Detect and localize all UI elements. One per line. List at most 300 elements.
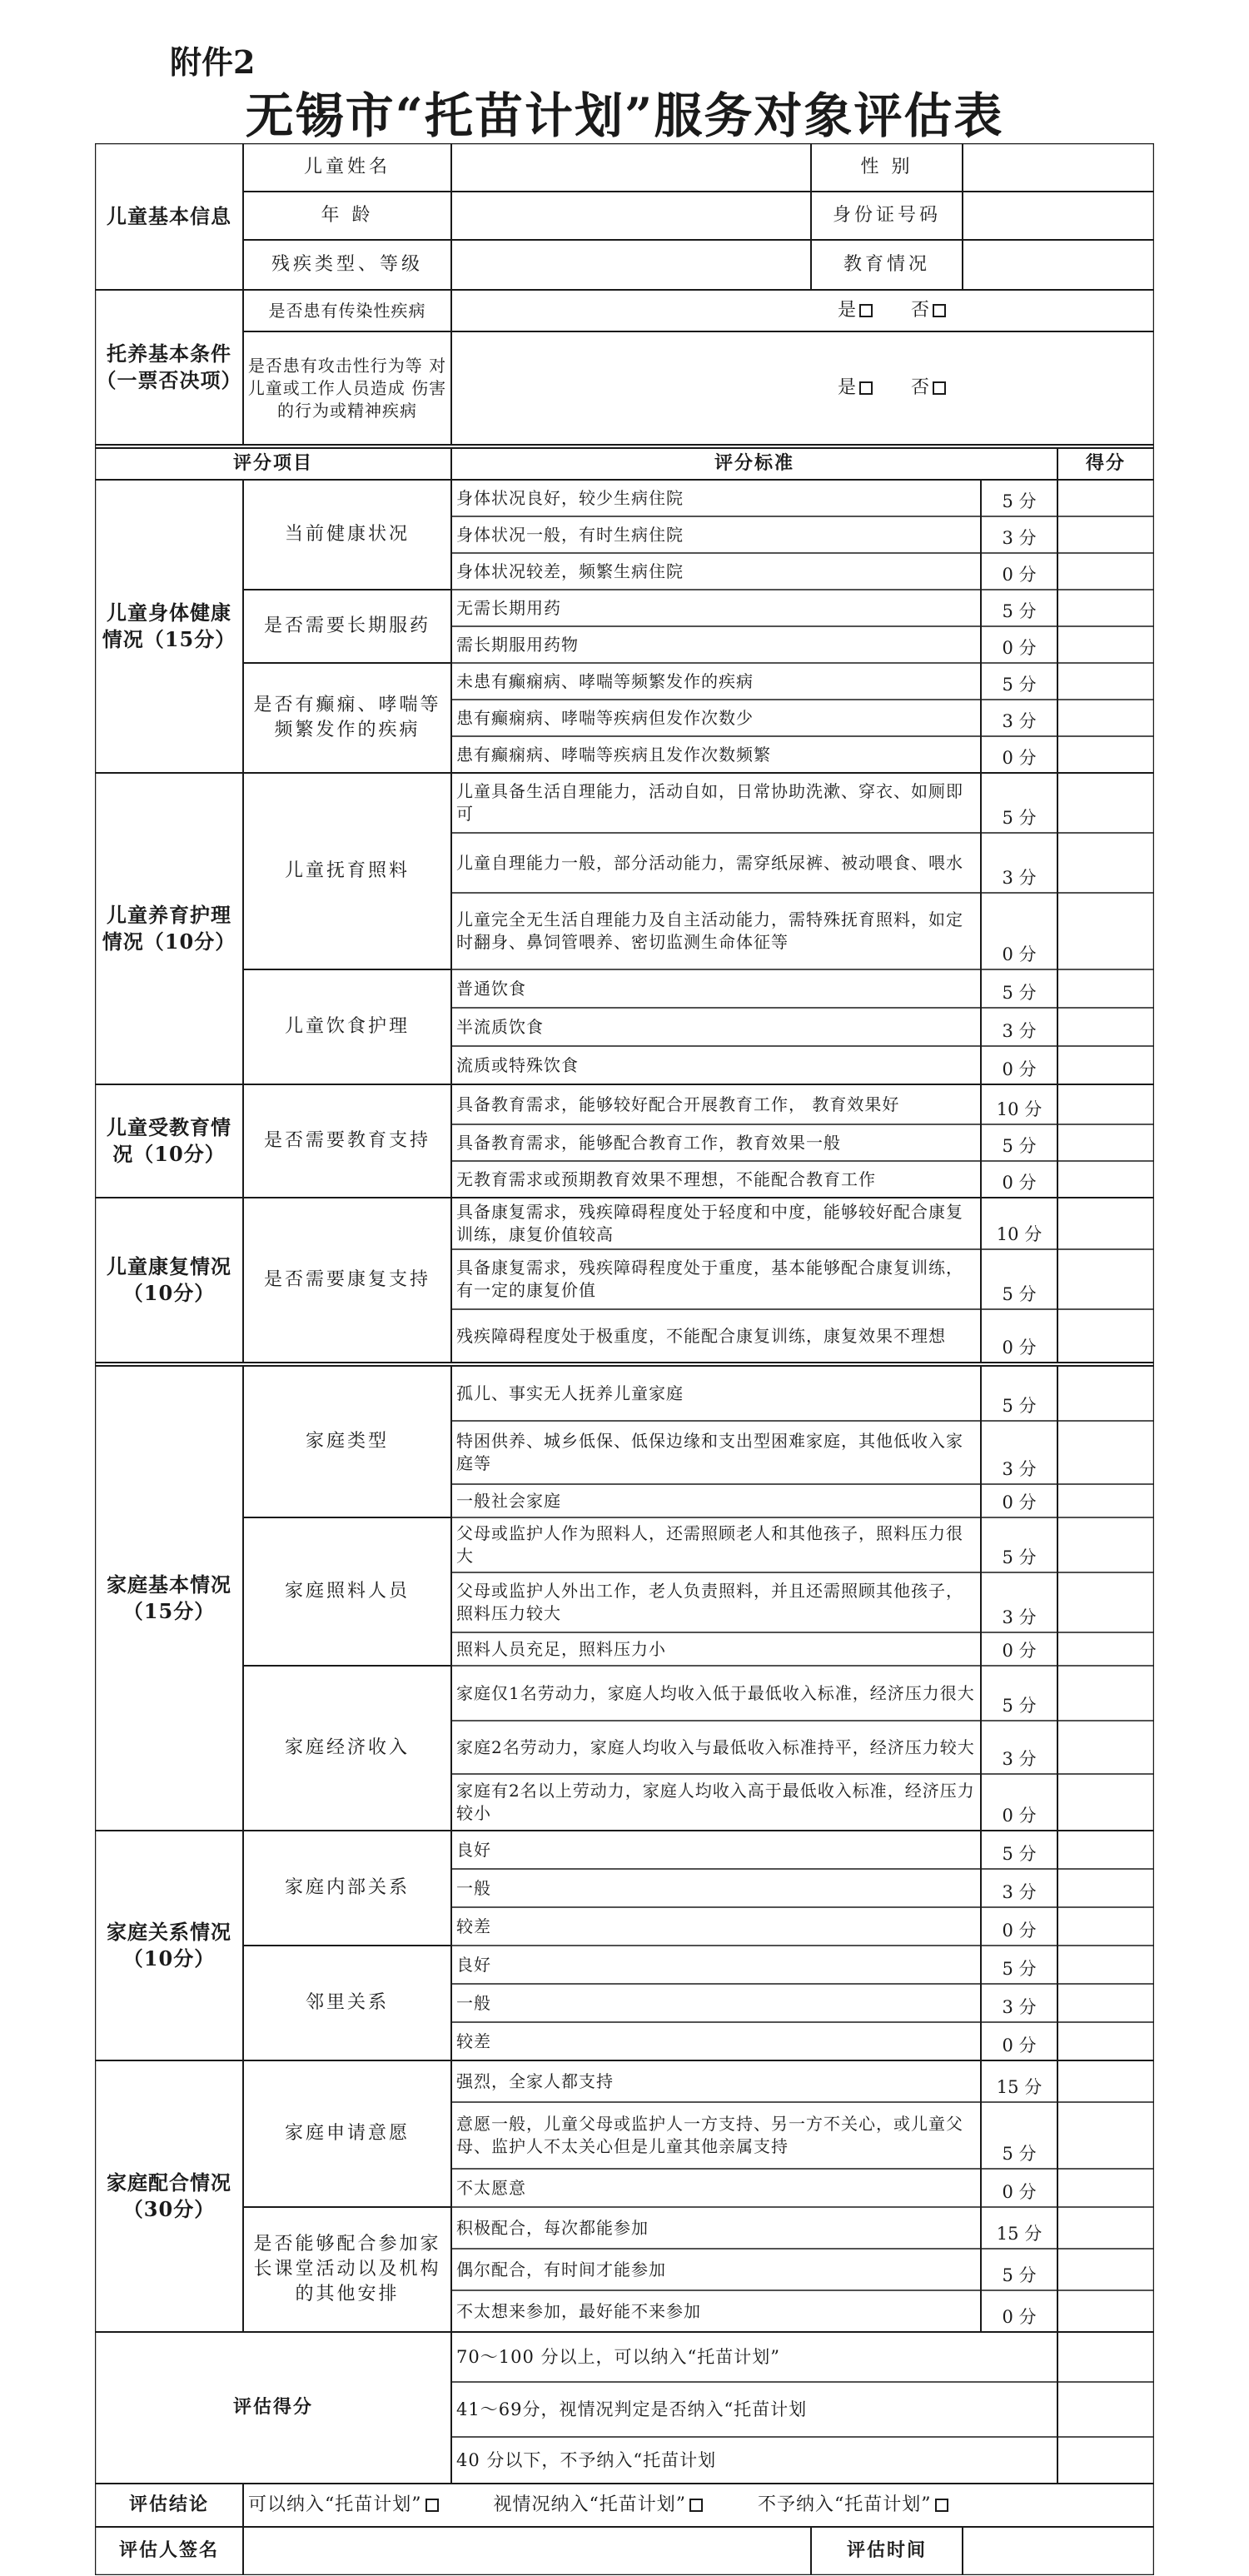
header-score-standard bbox=[451, 448, 1057, 480]
category-name bbox=[243, 590, 451, 663]
score-input[interactable] bbox=[1057, 590, 1154, 626]
criterion-text bbox=[451, 2022, 981, 2060]
criterion-text bbox=[451, 1632, 981, 1666]
criterion-score bbox=[981, 1161, 1057, 1198]
evaluation-rule-text: 41～69分，视情况判定是否纳入“托苗计划 bbox=[456, 2399, 808, 2419]
score-input[interactable] bbox=[1057, 626, 1154, 663]
criterion-text bbox=[451, 1517, 981, 1572]
criterion-text-text: 家庭有2名以上劳动力，家庭人均收入高于最低收入标准，经济压力较小 bbox=[456, 1781, 975, 1823]
criterion-text bbox=[451, 1046, 981, 1084]
criterion-text bbox=[451, 700, 981, 736]
criterion-score bbox=[981, 2207, 1057, 2249]
criterion-score bbox=[981, 1249, 1057, 1309]
criterion-score-text: 3 分 bbox=[1002, 1748, 1037, 1769]
condition-item-2-text: 是否患有攻击性行为等 对儿童或工作人员造成 伤害的行为或精神疾病 bbox=[247, 355, 447, 421]
criterion-text bbox=[451, 1484, 981, 1517]
criterion-text-text: 身体状况良好，较少生病住院 bbox=[456, 487, 684, 508]
time-input[interactable] bbox=[963, 2527, 1154, 2575]
section-name-text: 儿童康复情况（10分） bbox=[107, 1253, 231, 1305]
score-input[interactable] bbox=[1057, 2249, 1154, 2290]
category-name bbox=[243, 1946, 451, 2060]
criterion-text-text: 流质或特殊饮食 bbox=[456, 1054, 579, 1075]
criterion-score-text: 5 分 bbox=[1002, 2265, 1037, 2285]
criterion-text bbox=[451, 893, 981, 969]
field-label bbox=[811, 240, 963, 290]
criterion-text bbox=[451, 590, 981, 626]
criterion-text-text: 具备教育需求，能够较好配合开展教育工作， 教育效果好 bbox=[456, 1094, 900, 1114]
signer-input[interactable] bbox=[243, 2527, 811, 2575]
section-name bbox=[95, 773, 243, 1084]
criterion-score-text: 0 分 bbox=[1002, 1640, 1037, 1661]
form-title: 无锡市“托苗计划”服务对象评估表 bbox=[245, 87, 1004, 144]
criterion-score bbox=[981, 2249, 1057, 2290]
criterion-score bbox=[981, 1869, 1057, 1907]
criterion-score-text: 5 分 bbox=[1002, 1547, 1037, 1567]
criterion-text bbox=[451, 1366, 981, 1421]
header-score bbox=[1057, 448, 1154, 480]
criterion-text-text: 患有癫痫病、哮喘等疾病且发作次数频繁 bbox=[456, 744, 771, 765]
criterion-text-text: 一般 bbox=[456, 1992, 491, 2013]
criterion-text bbox=[451, 1666, 981, 1721]
time-label-text: 评估时间 bbox=[846, 2539, 927, 2562]
score-input[interactable] bbox=[1057, 1666, 1154, 1721]
criterion-text bbox=[451, 1161, 981, 1198]
field-value-input[interactable] bbox=[963, 143, 1154, 192]
score-input[interactable] bbox=[1057, 1249, 1154, 1309]
section-name bbox=[95, 480, 243, 773]
score-input[interactable] bbox=[1057, 1161, 1154, 1198]
section-basic-info bbox=[95, 143, 243, 290]
section-name bbox=[95, 1084, 243, 1198]
field-value-input[interactable] bbox=[963, 192, 1154, 240]
criterion-score-text: 0 分 bbox=[1002, 1337, 1037, 1358]
criterion-text-text: 孤儿、事实无人抚养儿童家庭 bbox=[456, 1383, 684, 1403]
evaluation-rule-score[interactable] bbox=[1057, 2382, 1154, 2437]
category-name bbox=[243, 1666, 451, 1831]
criterion-score bbox=[981, 1084, 1057, 1124]
score-input[interactable] bbox=[1057, 2290, 1154, 2332]
section-conditions bbox=[95, 290, 243, 445]
category-name-text: 家庭照料人员 bbox=[284, 1581, 410, 1602]
criterion-score bbox=[981, 2102, 1057, 2169]
header-score-text: 得分 bbox=[1085, 452, 1126, 475]
score-input[interactable] bbox=[1057, 736, 1154, 773]
conclusion-option-label: 不予纳入“托苗计划” bbox=[758, 2494, 932, 2516]
criterion-score-text: 0 分 bbox=[1002, 944, 1037, 964]
criterion-text bbox=[451, 1572, 981, 1632]
score-input[interactable] bbox=[1057, 1124, 1154, 1161]
criterion-text-text: 需长期服用药物 bbox=[456, 634, 579, 655]
criterion-score-text: 15 分 bbox=[996, 2223, 1042, 2244]
score-input[interactable] bbox=[1057, 893, 1154, 969]
criterion-score-text: 3 分 bbox=[1002, 1020, 1037, 1041]
criterion-score bbox=[981, 1632, 1057, 1666]
criterion-text bbox=[451, 736, 981, 773]
field-value-input[interactable] bbox=[451, 240, 821, 290]
criterion-text-text: 普通饮食 bbox=[456, 978, 526, 999]
criterion-text bbox=[451, 1774, 981, 1831]
criterion-score-text: 5 分 bbox=[1002, 982, 1037, 1003]
field-value-input[interactable] bbox=[451, 192, 821, 240]
criterion-text bbox=[451, 516, 981, 553]
yes-checkbox[interactable] bbox=[859, 381, 873, 395]
no-checkbox[interactable] bbox=[933, 304, 946, 317]
criterion-score-text: 3 分 bbox=[1002, 1607, 1037, 1627]
criterion-text-text: 具备教育需求，能够配合教育工作，教育效果一般 bbox=[456, 1132, 841, 1153]
criterion-score bbox=[981, 833, 1057, 893]
score-input[interactable] bbox=[1057, 1008, 1154, 1046]
criterion-text-text: 残疾障碍程度处于极重度，不能配合康复训练，康复效果不理想 bbox=[456, 1325, 946, 1346]
score-input[interactable] bbox=[1057, 516, 1154, 553]
criterion-text-text: 照料人员充足，照料压力小 bbox=[456, 1638, 666, 1659]
score-input[interactable] bbox=[1057, 1366, 1154, 1421]
criterion-text bbox=[451, 2169, 981, 2207]
score-input[interactable] bbox=[1057, 969, 1154, 1008]
score-input[interactable] bbox=[1057, 2169, 1154, 2207]
conclusion-option-label: 可以纳入“托苗计划” bbox=[248, 2494, 422, 2516]
score-input[interactable] bbox=[1057, 1946, 1154, 1984]
criterion-text-text: 较差 bbox=[456, 2030, 491, 2051]
criterion-score bbox=[981, 1984, 1057, 2022]
criterion-score-text: 0 分 bbox=[1002, 2306, 1037, 2327]
field-label-text: 儿童姓名 bbox=[303, 157, 391, 178]
criterion-score bbox=[981, 1831, 1057, 1869]
header-score-item bbox=[95, 448, 451, 480]
criterion-text-text: 半流质饮食 bbox=[456, 1016, 544, 1037]
criterion-score-text: 5 分 bbox=[1002, 1395, 1037, 1416]
criterion-score bbox=[981, 1198, 1057, 1249]
criterion-score-text: 3 分 bbox=[1002, 1881, 1037, 1902]
score-input[interactable] bbox=[1057, 1869, 1154, 1907]
criterion-text-text: 较差 bbox=[456, 1916, 491, 1936]
section-name-text: 儿童养育护理情况（10分） bbox=[102, 902, 236, 954]
section-name-text: 儿童受教育情况（10分） bbox=[107, 1114, 231, 1166]
score-input[interactable] bbox=[1057, 1907, 1154, 1946]
criterion-score bbox=[981, 553, 1057, 590]
criterion-score-text: 5 分 bbox=[1002, 1135, 1037, 1156]
conclusion-option-checkbox[interactable] bbox=[935, 2499, 948, 2512]
category-name-text: 儿童抚育照料 bbox=[284, 860, 410, 882]
criterion-score bbox=[981, 1907, 1057, 1946]
score-input[interactable] bbox=[1057, 1517, 1154, 1572]
criterion-score bbox=[981, 773, 1057, 833]
criterion-text-text: 不太愿意 bbox=[456, 2177, 526, 2198]
field-label bbox=[811, 143, 963, 192]
criterion-text bbox=[451, 833, 981, 893]
criterion-text bbox=[451, 1309, 981, 1363]
score-input[interactable] bbox=[1057, 773, 1154, 833]
criterion-score bbox=[981, 1517, 1057, 1572]
conclusion-option-checkbox[interactable] bbox=[689, 2499, 703, 2512]
condition-item-2 bbox=[243, 331, 451, 445]
criterion-text bbox=[451, 1907, 981, 1946]
criterion-text-text: 未患有癫痫病、哮喘等频繁发作的疾病 bbox=[456, 670, 754, 691]
criterion-score-text: 0 分 bbox=[1002, 1805, 1037, 1826]
criterion-text-text: 具备康复需求，残疾障碍程度处于重度，基本能够配合康复训练，有一定的康复价值 bbox=[456, 1258, 963, 1300]
category-name-text: 是否有癫痫、哮喘等频繁发作的疾病 bbox=[253, 695, 441, 740]
field-label bbox=[243, 240, 451, 290]
condition-2-options bbox=[451, 331, 1154, 445]
criterion-text bbox=[451, 1721, 981, 1774]
criterion-score bbox=[981, 1309, 1057, 1363]
score-input[interactable] bbox=[1057, 1572, 1154, 1632]
criterion-score bbox=[981, 590, 1057, 626]
category-name-text: 是否需要教育支持 bbox=[263, 1130, 430, 1152]
criterion-score-text: 0 分 bbox=[1002, 2035, 1037, 2055]
criterion-score-text: 0 分 bbox=[1002, 1492, 1037, 1512]
criterion-text bbox=[451, 1084, 981, 1124]
category-name bbox=[243, 480, 451, 590]
criterion-text-text: 儿童自理能力一般，部分活动能力，需穿纸尿裤、被动喂食、喂水 bbox=[456, 852, 963, 873]
criterion-score bbox=[981, 1774, 1057, 1831]
criterion-score-text: 0 分 bbox=[1002, 2181, 1037, 2202]
section-name bbox=[95, 1366, 243, 1831]
category-name-text: 当前健康状况 bbox=[284, 524, 410, 546]
criterion-text bbox=[451, 626, 981, 663]
criterion-score bbox=[981, 2060, 1057, 2102]
conclusion-option-3[interactable] bbox=[758, 2493, 953, 2518]
category-name-text: 是否需要长期服药 bbox=[263, 615, 430, 637]
no-label: 否 bbox=[911, 377, 930, 399]
criterion-score bbox=[981, 969, 1057, 1008]
criterion-text bbox=[451, 1008, 981, 1046]
criterion-score-text: 0 分 bbox=[1002, 564, 1037, 585]
criterion-score-text: 5 分 bbox=[1002, 807, 1037, 828]
criterion-score-text: 5 分 bbox=[1002, 1843, 1037, 1864]
header-score-standard-text: 评分标准 bbox=[714, 452, 794, 475]
criterion-score-text: 15 分 bbox=[996, 2076, 1042, 2097]
category-name bbox=[243, 969, 451, 1084]
criterion-score bbox=[981, 1721, 1057, 1774]
criterion-score-text: 10 分 bbox=[996, 1223, 1042, 1244]
criterion-text bbox=[451, 663, 981, 700]
conclusion-option-label: 视情况纳入“托苗计划” bbox=[493, 2494, 686, 2516]
criterion-text-text: 积极配合，每次都能参加 bbox=[456, 2217, 649, 2238]
evaluation-rule bbox=[451, 2437, 1057, 2484]
score-input[interactable] bbox=[1057, 700, 1154, 736]
field-label bbox=[811, 192, 963, 240]
field-value-input[interactable] bbox=[451, 143, 821, 192]
score-input[interactable] bbox=[1057, 1831, 1154, 1869]
category-name bbox=[243, 773, 451, 969]
yes-label: 是 bbox=[838, 377, 857, 399]
criterion-text-text: 家庭2名劳动力，家庭人均收入与最低收入标准持平，经济压力较大 bbox=[456, 1736, 975, 1757]
conclusion-option-1[interactable] bbox=[248, 2493, 444, 2518]
criterion-text-text: 患有癫痫病、哮喘等疾病但发作次数少 bbox=[456, 707, 754, 728]
criterion-score bbox=[981, 2022, 1057, 2060]
criterion-score bbox=[981, 1124, 1057, 1161]
field-label-text: 身份证号码 bbox=[832, 205, 941, 227]
score-input[interactable] bbox=[1057, 1046, 1154, 1084]
conclusion-option-2[interactable] bbox=[494, 2493, 709, 2518]
criterion-score bbox=[981, 1046, 1057, 1084]
score-input[interactable] bbox=[1057, 1721, 1154, 1774]
criterion-score-text: 5 分 bbox=[1002, 674, 1037, 695]
section-name-text: 家庭配合情况（30分） bbox=[107, 2170, 231, 2221]
field-value-input[interactable] bbox=[963, 240, 1154, 290]
criterion-score bbox=[981, 1366, 1057, 1421]
signer-label-text: 评估人签名 bbox=[118, 2539, 219, 2562]
category-name bbox=[243, 1198, 451, 1363]
category-name-text: 家庭申请意愿 bbox=[284, 2123, 410, 2145]
score-input[interactable] bbox=[1057, 1632, 1154, 1666]
criterion-text-text: 儿童完全无生活自理能力及自主活动能力，需特殊抚育照料，如定时翻身、鼻饲管喂养、密切监测生命体征等 bbox=[456, 909, 963, 952]
criterion-score-text: 0 分 bbox=[1002, 1920, 1037, 1941]
evaluation-score-label-text: 评估得分 bbox=[232, 2396, 313, 2419]
evaluation-rule-text: 40 分以下，不予纳入“托苗计划 bbox=[456, 2449, 717, 2470]
field-label-text: 年 龄 bbox=[321, 205, 374, 227]
score-input[interactable] bbox=[1057, 833, 1154, 893]
score-input[interactable] bbox=[1057, 2060, 1154, 2102]
criterion-score-text: 5 分 bbox=[1002, 1283, 1037, 1304]
category-name bbox=[243, 1517, 451, 1666]
criterion-score bbox=[981, 1946, 1057, 1984]
criterion-text-text: 身体状况较差，频繁生病住院 bbox=[456, 561, 684, 581]
score-input[interactable] bbox=[1057, 1774, 1154, 1831]
criterion-text bbox=[451, 2249, 981, 2290]
criterion-text-text: 强烈，全家人都支持 bbox=[456, 2070, 614, 2091]
category-name-text: 儿童饮食护理 bbox=[284, 1016, 410, 1038]
criterion-score-text: 5 分 bbox=[1002, 491, 1037, 511]
criterion-score-text: 0 分 bbox=[1002, 1172, 1037, 1193]
criterion-text bbox=[451, 1249, 981, 1309]
section-name-text: 家庭基本情况（15分） bbox=[107, 1572, 231, 1623]
header-score-item-text: 评分项目 bbox=[232, 452, 313, 475]
attachment-number: 附件2 bbox=[170, 43, 256, 81]
criterion-text-text: 一般 bbox=[456, 1877, 491, 1898]
category-name bbox=[243, 1831, 451, 1946]
section-name bbox=[95, 1831, 243, 2060]
evaluation-rule bbox=[451, 2332, 1057, 2382]
section-conditions-text: 托养基本条件（一票否决项） bbox=[96, 341, 242, 392]
criterion-score-text: 10 分 bbox=[996, 1099, 1042, 1119]
criterion-text-text: 无需长期用药 bbox=[456, 597, 561, 618]
criterion-score bbox=[981, 480, 1057, 516]
criterion-text-text: 一般社会家庭 bbox=[456, 1490, 561, 1511]
criterion-score bbox=[981, 1008, 1057, 1046]
category-name bbox=[243, 663, 451, 773]
score-input[interactable] bbox=[1057, 1484, 1154, 1517]
conclusion-label bbox=[95, 2484, 243, 2527]
category-name-text: 是否需要康复支持 bbox=[263, 1269, 430, 1291]
criterion-text-text: 儿童具备生活自理能力，活动自如，日常协助洗漱、穿衣、如厕即可 bbox=[456, 781, 963, 824]
evaluation-rule-score[interactable] bbox=[1057, 2437, 1154, 2484]
section-name bbox=[95, 1198, 243, 1363]
section-name bbox=[95, 2060, 243, 2332]
score-input[interactable] bbox=[1057, 2207, 1154, 2249]
criterion-score bbox=[981, 516, 1057, 553]
criterion-text-text: 无教育需求或预期教育效果不理想，不能配合教育工作 bbox=[456, 1168, 876, 1189]
yes-checkbox[interactable] bbox=[859, 304, 873, 317]
condition-item-1-text: 是否患有传染性疾病 bbox=[268, 300, 426, 321]
criterion-score-text: 3 分 bbox=[1002, 1458, 1037, 1479]
criterion-score-text: 3 分 bbox=[1002, 1996, 1037, 2017]
criterion-text bbox=[451, 1869, 981, 1907]
section-name-text: 家庭关系情况（10分） bbox=[107, 1919, 231, 1971]
criterion-text-text: 偶尔配合，有时间才能参加 bbox=[456, 2259, 666, 2280]
time-label bbox=[811, 2527, 963, 2575]
evaluation-rule-score[interactable] bbox=[1057, 2332, 1154, 2382]
category-name-text: 邻里关系 bbox=[305, 1992, 389, 2014]
score-input[interactable] bbox=[1057, 1984, 1154, 2022]
condition-item-1 bbox=[243, 290, 451, 331]
criterion-score bbox=[981, 1666, 1057, 1721]
criterion-score bbox=[981, 663, 1057, 700]
category-name-text: 是否能够配合参加家长课堂活动以及机构的其他安排 bbox=[253, 2234, 441, 2304]
criterion-score-text: 5 分 bbox=[1002, 1695, 1037, 1716]
score-input[interactable] bbox=[1057, 663, 1154, 700]
score-input[interactable] bbox=[1057, 1421, 1154, 1484]
category-name bbox=[243, 2207, 451, 2332]
no-label: 否 bbox=[911, 300, 930, 321]
category-name bbox=[243, 2060, 451, 2207]
criterion-text-text: 良好 bbox=[456, 1954, 491, 1975]
criterion-text-text: 良好 bbox=[456, 1839, 491, 1860]
criterion-text bbox=[451, 1946, 981, 1984]
criterion-text bbox=[451, 1124, 981, 1161]
criterion-score-text: 0 分 bbox=[1002, 747, 1037, 768]
score-input[interactable] bbox=[1057, 480, 1154, 516]
signer-label bbox=[95, 2527, 243, 2575]
criterion-score bbox=[981, 736, 1057, 773]
criterion-text-text: 具备康复需求，残疾障碍程度处于轻度和中度，能够较好配合康复训练，康复价值较高 bbox=[456, 1202, 963, 1244]
criterion-text bbox=[451, 553, 981, 590]
field-label-text: 性 别 bbox=[860, 157, 913, 178]
criterion-text bbox=[451, 1984, 981, 2022]
criterion-text bbox=[451, 2290, 981, 2332]
criterion-score-text: 5 分 bbox=[1002, 2143, 1037, 2164]
evaluation-rule bbox=[451, 2382, 1057, 2437]
score-input[interactable] bbox=[1057, 2022, 1154, 2060]
yes-label: 是 bbox=[838, 300, 857, 321]
criterion-text-text: 父母或监护人外出工作，老人负责照料，并且还需照顾其他孩子，照料压力较大 bbox=[456, 1581, 963, 1623]
section-name-text: 儿童身体健康情况（15分） bbox=[102, 600, 236, 651]
criterion-text-text: 身体状况一般，有时生病住院 bbox=[456, 524, 684, 545]
field-label-text: 残疾类型、等级 bbox=[271, 254, 423, 276]
category-name bbox=[243, 1366, 451, 1517]
category-name-text: 家庭内部关系 bbox=[284, 1877, 410, 1899]
criterion-text-text: 特困供养、城乡低保、低保边缘和支出型困难家庭，其他低收入家庭等 bbox=[456, 1431, 963, 1473]
criterion-text bbox=[451, 773, 981, 833]
criterion-score bbox=[981, 626, 1057, 663]
criterion-text-text: 父母或监护人作为照料人，还需照顾老人和其他孩子，照料压力很大 bbox=[456, 1523, 963, 1566]
criterion-text-text: 不太想来参加，最好能不来参加 bbox=[456, 2300, 701, 2321]
score-input[interactable] bbox=[1057, 1309, 1154, 1363]
section-basic-info-text: 儿童基本信息 bbox=[107, 203, 231, 228]
score-input[interactable] bbox=[1057, 1084, 1154, 1124]
conclusion-option-checkbox[interactable] bbox=[425, 2499, 439, 2512]
field-label bbox=[243, 192, 451, 240]
category-name bbox=[243, 1084, 451, 1198]
evaluation-score-label bbox=[95, 2332, 451, 2484]
criterion-score bbox=[981, 1572, 1057, 1632]
criterion-text bbox=[451, 480, 981, 516]
condition-1-options bbox=[451, 290, 1154, 331]
criterion-score-text: 3 分 bbox=[1002, 867, 1037, 888]
criterion-score-text: 0 分 bbox=[1002, 637, 1037, 658]
no-checkbox[interactable] bbox=[933, 381, 946, 395]
criterion-score bbox=[981, 2169, 1057, 2207]
criterion-text-text: 家庭仅1名劳动力，家庭人均收入低于最低收入标准，经济压力很大 bbox=[456, 1682, 975, 1703]
score-input[interactable] bbox=[1057, 553, 1154, 590]
score-input[interactable] bbox=[1057, 1198, 1154, 1249]
score-input[interactable] bbox=[1057, 2102, 1154, 2169]
criterion-score-text: 3 分 bbox=[1002, 527, 1037, 548]
category-name-text: 家庭经济收入 bbox=[284, 1737, 410, 1759]
criterion-text bbox=[451, 2102, 981, 2169]
criterion-text-text: 意愿一般，儿童父母或监护人一方支持、另一方不关心，或儿童父母、监护人不太关心但是儿童其他亲属支持 bbox=[456, 2114, 963, 2156]
category-name-text: 家庭类型 bbox=[305, 1431, 389, 1452]
